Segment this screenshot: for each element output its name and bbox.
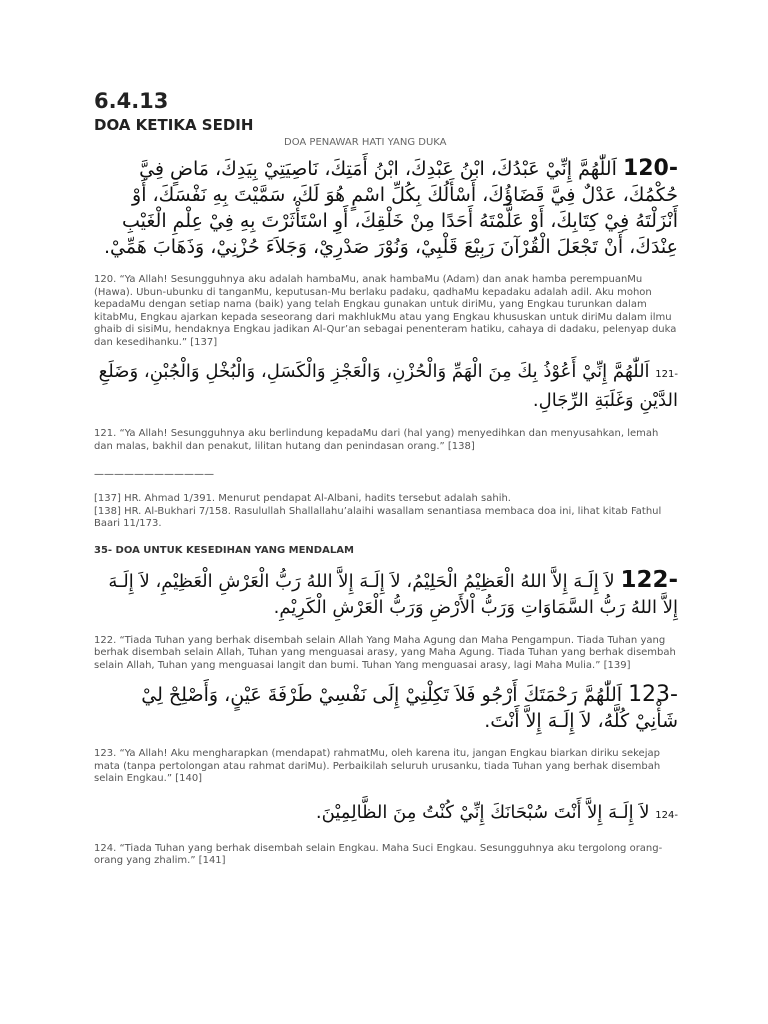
prayer-124-arabic [94,800,678,829]
prayer-122-text: لاَ إِلَـهَ إِلاَّ اللهُ الْعَظِيْمُ الْحَلِيْمُ، لاَ إِلَـهَ إِلاَّ اللهُ رَبُّ الْعَرْشِ الْعَظِيْمِ، لاَ إِلَـهَ إِلاَّ اللهُ رَبُّ السَّمَاوَاتِ وَرَبُّ اْلأَرْضِ وَرَبُّ الْعَرْشِ الْكَرِيْمِ. [108,570,678,618]
prayer-120-text: اَللّٰهُمَّ إِنِّيْ عَبْدُكَ، ابْنُ عَبْدِكَ، ابْنُ أَمَتِكَ، نَاصِيَتِيْ بِيَدِكَ، مَاضٍ فِيَّ حُكْمُكَ، عَدْلٌ فِيَّ قَضَاؤُكَ، أَسْأَلُكَ بِكُلِّ اسْمٍ هُوَ لَكَ، سَمَّيْتَ بِهِ نَفْسَكَ، أَوْ أَنْزَلْتَهُ فِيْ كِتَابِكَ، أَوْ عَلَّمْتَهُ أَحَدًا مِنْ خَلْقِكَ، أَوِ اسْتَأْثَرْتَ بِهِ فِيْ عِلْمِ الْغَيْبِ عِنْدَكَ، أَنْ تَجْعَلَ الْقُرْآنَ رَبِيْعَ قَلْبِيْ، وَنُوْرَ صَدْرِيْ، وَجَلاَءَ حُزْنِيْ، وَذَهَابَ هَمِّيْ. [103,158,678,258]
footnote-137: [137] HR. Ahmad 1/391. Menurut pendapat Al-Albani, hadits tersebut adalah sahih. [94,493,511,504]
prayer-124-number: 124- [655,809,678,821]
section-title: DOA KETIKA SEDIH [94,116,254,134]
section-number: 6.4.13 [94,89,169,113]
prayer-122-number: 122- [620,566,678,593]
footnotes [94,493,678,531]
prayer-120-arabic [94,156,678,260]
prayer-124-translation: 124. “Tiada Tuhan yang berhak disembah selain Engkau. Maha Suci Engkau. Sesungguhnya aku tergolong orang-orang yang zhalim.” [141] [94,842,663,866]
footnote-138: [138] HR. Al-Bukhari 7/158. Rasulullah Shallallahu’alaihi wasallam senantiasa membaca doa ini, lihat kitab Fathul Baari 11/173. [94,505,662,529]
sub-section-heading: 35- DOA UNTUK KESEDIHAN YANG MENDALAM [94,544,354,556]
prayer-120-number: 120- [622,156,678,181]
prayer-121-translation: 121. “Ya Allah! Sesungguhnya aku berlindung kepadaMu dari (hal yang) menyedihkan dan menyusahkan, lemah dan malas, bakhil dan penakut, lilitan hutang dan penindasan orang.” [138] [94,428,659,452]
prayer-122-arabic [94,567,678,621]
prayer-121-arabic [94,359,678,414]
prayer-121-text: اَللّٰهُمَّ إِنِّيْ أَعُوْذُ بِكَ مِنَ الْهَمِّ وَالْحُزْنِ، وَالْعَجْزِ وَالْكَسَلِ، وَالْبُخْلِ وَالْجُبْنِ، وَضَلَعِ الدَّيْنِ وَغَلَبَةِ الرِّجَالِ. [98,361,678,411]
prayer-123-text: اَللّٰهُمَّ رَحْمَتَكَ أَرْجُو فَلاَ تَكِلْنِيْ إِلَى نَفْسِيْ طَرْفَةَ عَيْنٍ، وَأَصْلِحْ لِيْ شَأْنِيْ كُلَّهُ، لاَ إِلَـهَ إِلاَّ أَنْتَ. [141,684,678,732]
document-page [94,88,678,868]
prayer-123-number: 123- [628,682,678,707]
prayer-124-text: لاَ إِلَـهَ إِلاَّ أَنْتَ سُبْحَانَكَ إِنِّيْ كُنْتُ مِنَ الظَّالِمِيْنَ. [315,801,650,823]
prayer-120-translation: 120. “Ya Allah! Sesungguhnya aku adalah hambaMu, anak hambaMu (Adam) dan anak hamba perempuanMu (Hawa). Ubun-ubunku di tanganMu, keputusan-Mu berlaku padaku, qadhaMu kepadaku adalah adil. Aku mohon kepadaMu dengan setiap nama (baik) yang telah Engkau gunakan untuk diriMu, yang Engkau turunkan dalam kitabMu, Engkau ajarkan kepada seseorang dari makhlukMu atau yang Engkau khususkan untuk diriMu dalam ilmu ghaib di sisiMu, hendaknya Engkau jadikan Al-Qur’an sebagai penenteram hatiku, cahaya di dadaku, pelenyap duka dan kesedihanku.” [137] [94,274,677,348]
prayer-122-translation: 122. “Tiada Tuhan yang berhak disembah selain Allah Yang Maha Agung dan Maha Pengampun. Tiada Tuhan yang berhak disembah selain Allah, Tuhan yang menguasai arasy, yang Maha Agung. Tiada Tuhan yang berhak disembah selain Allah, Tuhan yang menguasai langit dan bumi. Tuhan Yang menguasai arasy, lagi Maha Mulia.” [139] [94,634,676,671]
prayer-123-translation: 123. “Ya Allah! Aku mengharapkan (mendapat) rahmatMu, oleh karena itu, jangan Engkau biarkan diriku sekejap mata (tanpa pertolongan atau rahmat dariMu). Perbaikilah seluruh urusanku, tiada Tuhan yang berhak disembah selain Engkau.” [140] [94,748,661,784]
footnote-separator: ———————————— [94,469,214,480]
prayer-121-number: 121- [655,369,678,380]
section-subtitle: DOA PENAWAR HATI YANG DUKA [284,137,447,148]
prayer-123-arabic [94,682,678,734]
